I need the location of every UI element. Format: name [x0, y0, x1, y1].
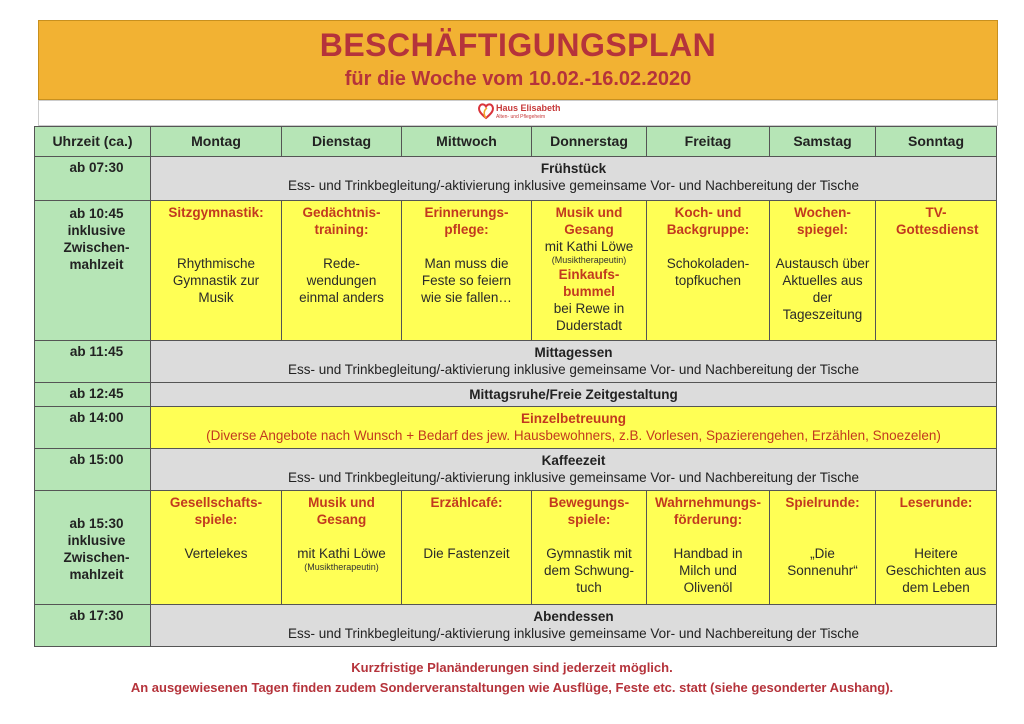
header-row: [35, 127, 997, 157]
column-header-wednesday: Mittwoch: [402, 127, 532, 157]
rest-title: Mittagsruhe/Freie Zeitgestaltung: [469, 387, 678, 402]
row-1730: [35, 605, 997, 647]
care-title: Einzelbetreuung: [520, 411, 626, 426]
column-header-monday: Montag: [151, 127, 282, 157]
meal-description: Ess- und Trinkbegleitung/-aktivierung inklusive gemeinsame Vor- und Nachbereitung der Tische: [287, 470, 860, 485]
meal-title: Mittagessen: [534, 345, 613, 360]
activity-cell-monday: Gesellschafts-spiele: Vertelekes: [151, 491, 282, 605]
row-0730: [35, 157, 997, 201]
time-cell: ab 15:30 inklusive Zwischen- mahlzeit: [35, 491, 151, 605]
column-header-tuesday: Dienstag: [282, 127, 402, 157]
time-cell: ab 11:45: [35, 341, 151, 383]
time-cell: ab 15:00: [35, 449, 151, 491]
page-title: BESCHÄFTIGUNGSPLAN: [319, 27, 717, 63]
activity-cell-wednesday: Erzählcafé: Die Fastenzeit: [402, 491, 532, 605]
page-subtitle: für die Woche vom 10.02.-16.02.2020: [344, 68, 692, 90]
time-cell: ab 17:30: [35, 605, 151, 647]
header-banner: [38, 20, 998, 100]
meal-description: Ess- und Trinkbegleitung/-aktivierung inklusive gemeinsame Vor- und Nachbereitung der Tische: [287, 178, 860, 193]
activity-cell-thursday: Bewegungs-spiele: Gymnastik mit dem Schwung-tuch: [532, 491, 647, 605]
column-header-saturday: Samstag: [770, 127, 876, 157]
row-1045: [35, 201, 997, 341]
meal-title: Frühstück: [540, 161, 607, 176]
activity-cell-saturday: Wochen-spiegel: Austausch über Aktuelles aus der Tageszeitung: [770, 201, 876, 341]
activity-cell-sunday: Leserunde: Heitere Geschichten aus dem Leben: [876, 491, 997, 605]
heart-logo-icon: [478, 102, 494, 120]
individual-care-cell: [151, 407, 997, 449]
activity-cell-saturday: Spielrunde: „Die Sonnenuhr“: [770, 491, 876, 605]
time-cell: ab 07:30: [35, 157, 151, 201]
meal-description: Ess- und Trinkbegleitung/-aktivierung inklusive gemeinsame Vor- und Nachbereitung der Tische: [287, 626, 860, 641]
logo: [478, 102, 568, 122]
column-header-time: Uhrzeit (ca.): [35, 127, 151, 157]
meal-title: Kaffeezeit: [541, 453, 606, 468]
lunch-cell: [151, 341, 997, 383]
footer-note-2: An ausgewiesenen Tagen finden zudem Sonderveranstaltungen wie Ausflüge, Feste etc. statt (siehe gesonderter Aushang).: [130, 680, 894, 695]
meal-title: Abendessen: [533, 609, 614, 624]
schedule-table: [34, 126, 997, 647]
activity-cell-sunday: TV-Gottesdienst: [876, 201, 997, 341]
meal-description: Ess- und Trinkbegleitung/-aktivierung inklusive gemeinsame Vor- und Nachbereitung der Tische: [287, 362, 860, 377]
activity-cell-thursday: Musik und Gesang mit Kathi Löwe (Musiktherapeutin) Einkaufs-bummel bei Rewe in Duderstadt: [532, 201, 647, 341]
activity-cell-wednesday: Erinnerungs-pflege: Man muss die Feste so feiern wie sie fallen…: [402, 201, 532, 341]
time-cell: ab 14:00: [35, 407, 151, 449]
time-cell: ab 10:45 inklusive Zwischen- mahlzeit: [35, 201, 151, 341]
row-1145: [35, 341, 997, 383]
logo-name: Haus Elisabeth: [496, 103, 561, 113]
activity-cell-monday: Sitzgymnastik: Rhythmische Gymnastik zur Musik: [151, 201, 282, 341]
row-1530: [35, 491, 997, 605]
row-1245: [35, 383, 997, 407]
breakfast-cell: [151, 157, 997, 201]
column-header-sunday: Sonntag: [876, 127, 997, 157]
row-1400: [35, 407, 997, 449]
rest-cell: [151, 383, 997, 407]
time-cell: ab 12:45: [35, 383, 151, 407]
activity-cell-tuesday: Musik und Gesang mit Kathi Löwe (Musiktherapeutin): [282, 491, 402, 605]
logo-subtitle: Alten- und Pflegeheim: [496, 114, 546, 120]
dinner-cell: [151, 605, 997, 647]
care-description: (Diverse Angebote nach Wunsch + Bedarf des jew. Hausbewohners, z.B. Vorlesen, Spazierengehen, Erzählen, Snoezelen): [206, 428, 941, 443]
row-1500: [35, 449, 997, 491]
footer-note-1: Kurzfristige Planänderungen sind jederzeit möglich.: [351, 660, 673, 675]
activity-cell-friday: Koch- und Backgruppe: Schokoladen-topfkuchen: [647, 201, 770, 341]
column-header-thursday: Donnerstag: [532, 127, 647, 157]
coffee-cell: [151, 449, 997, 491]
activity-cell-tuesday: Gedächtnis-training: Rede-wendungen einmal anders: [282, 201, 402, 341]
column-header-friday: Freitag: [647, 127, 770, 157]
activity-cell-friday: Wahrnehmungs-förderung: Handbad in Milch und Olivenöl: [647, 491, 770, 605]
